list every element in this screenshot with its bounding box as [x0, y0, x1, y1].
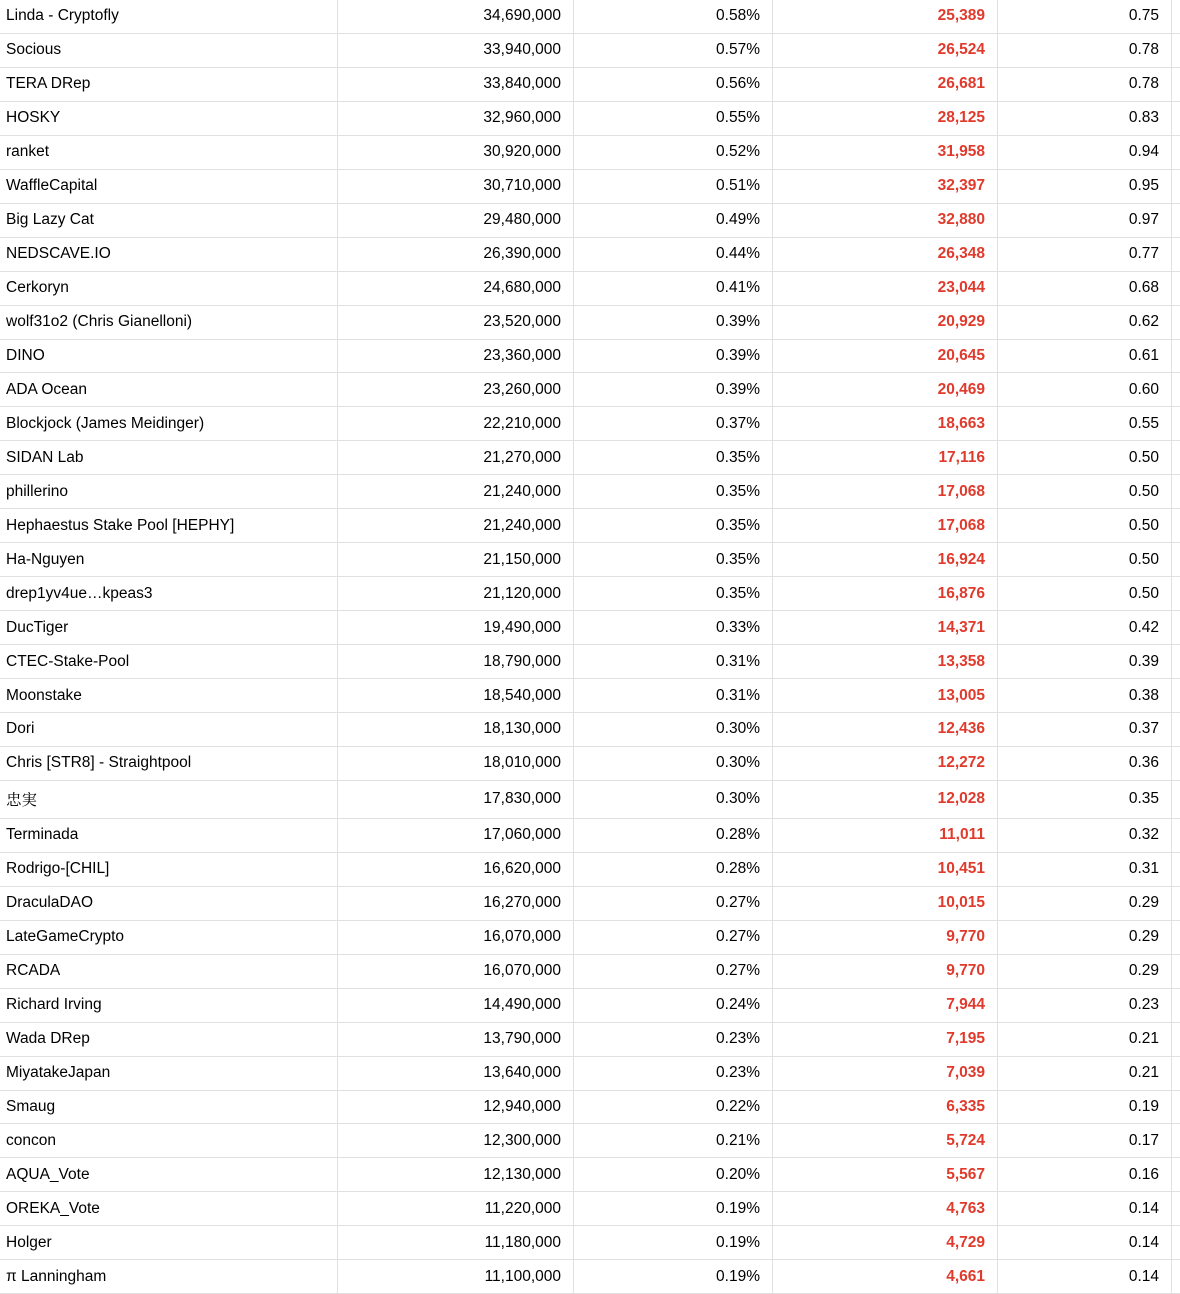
cell-edge-sliver [1172, 136, 1180, 169]
cell-drep-name[interactable]: OREKA_Vote [0, 1192, 338, 1225]
cell-edge-sliver [1172, 1057, 1180, 1090]
table-row [0, 373, 1180, 407]
cell-edge-sliver [1172, 170, 1180, 203]
cell-voting-power[interactable]: 16,270,000 [338, 887, 574, 920]
cell-drep-name[interactable]: Big Lazy Cat [0, 204, 338, 237]
cell-percent-share[interactable]: 0.23% [574, 1023, 773, 1056]
cell-ratio[interactable]: 0.78 [998, 68, 1172, 101]
cell-highlight-value[interactable]: 20,645 [773, 340, 998, 373]
cell-ratio[interactable]: 0.78 [998, 34, 1172, 67]
cell-drep-name[interactable]: Holger [0, 1226, 338, 1259]
cell-ratio[interactable]: 0.95 [998, 170, 1172, 203]
table-row [0, 340, 1180, 374]
cell-highlight-value[interactable]: 12,272 [773, 747, 998, 780]
cell-drep-name[interactable]: Richard Irving [0, 989, 338, 1022]
cell-edge-sliver [1172, 238, 1180, 271]
cell-ratio[interactable]: 0.31 [998, 853, 1172, 886]
cell-percent-share[interactable]: 0.35% [574, 543, 773, 576]
table-row [0, 921, 1180, 955]
cell-edge-sliver [1172, 819, 1180, 852]
table-row [0, 955, 1180, 989]
cell-highlight-value[interactable]: 26,348 [773, 238, 998, 271]
table-row [0, 1091, 1180, 1125]
cell-percent-share[interactable]: 0.23% [574, 1057, 773, 1090]
cell-highlight-value[interactable]: 32,397 [773, 170, 998, 203]
cell-drep-name[interactable]: DINO [0, 340, 338, 373]
cell-highlight-value[interactable]: 9,770 [773, 921, 998, 954]
cell-edge-sliver [1172, 577, 1180, 610]
cell-ratio[interactable]: 0.50 [998, 509, 1172, 542]
cell-percent-share[interactable]: 0.56% [574, 68, 773, 101]
cell-edge-sliver [1172, 611, 1180, 644]
table-row [0, 989, 1180, 1023]
cell-drep-name[interactable]: LateGameCrypto [0, 921, 338, 954]
cell-drep-name[interactable]: WaffleCapital [0, 170, 338, 203]
table-row [0, 1023, 1180, 1057]
cell-highlight-value[interactable]: 10,015 [773, 887, 998, 920]
cell-percent-share[interactable]: 0.37% [574, 407, 773, 440]
cell-percent-share[interactable]: 0.35% [574, 509, 773, 542]
cell-drep-name[interactable]: Terminada [0, 819, 338, 852]
cell-edge-sliver [1172, 34, 1180, 67]
cell-voting-power[interactable]: 23,360,000 [338, 340, 574, 373]
cell-edge-sliver [1172, 955, 1180, 988]
cell-edge-sliver [1172, 853, 1180, 886]
cell-drep-name[interactable]: RCADA [0, 955, 338, 988]
cell-drep-name[interactable]: HOSKY [0, 102, 338, 135]
cell-percent-share[interactable]: 0.39% [574, 306, 773, 339]
table-row [0, 781, 1180, 819]
cell-ratio[interactable]: 0.32 [998, 819, 1172, 852]
cell-percent-share[interactable]: 0.57% [574, 34, 773, 67]
cell-voting-power[interactable]: 21,150,000 [338, 543, 574, 576]
cell-ratio[interactable]: 0.50 [998, 543, 1172, 576]
cell-edge-sliver [1172, 272, 1180, 305]
cell-highlight-value[interactable]: 31,958 [773, 136, 998, 169]
cell-edge-sliver [1172, 1158, 1180, 1191]
cell-voting-power[interactable]: 14,490,000 [338, 989, 574, 1022]
cell-highlight-value[interactable]: 16,924 [773, 543, 998, 576]
cell-voting-power[interactable]: 33,840,000 [338, 68, 574, 101]
cell-drep-name[interactable]: Hephaestus Stake Pool [HEPHY] [0, 509, 338, 542]
cell-edge-sliver [1172, 306, 1180, 339]
table-row [0, 819, 1180, 853]
cell-edge-sliver [1172, 679, 1180, 712]
table-row [0, 272, 1180, 306]
cell-percent-share[interactable]: 0.35% [574, 577, 773, 610]
cell-percent-share[interactable]: 0.19% [574, 1260, 773, 1293]
cell-percent-share[interactable]: 0.27% [574, 921, 773, 954]
cell-highlight-value[interactable]: 12,028 [773, 781, 998, 818]
cell-percent-share[interactable]: 0.35% [574, 475, 773, 508]
cell-voting-power[interactable]: 13,640,000 [338, 1057, 574, 1090]
table-row [0, 543, 1180, 577]
cell-edge-sliver [1172, 102, 1180, 135]
table-row [0, 34, 1180, 68]
cell-drep-name[interactable]: 忠実 [0, 781, 338, 818]
cell-drep-name[interactable]: Ha-Nguyen [0, 543, 338, 576]
cell-highlight-value[interactable]: 18,663 [773, 407, 998, 440]
cell-edge-sliver [1172, 475, 1180, 508]
cell-percent-share[interactable]: 0.24% [574, 989, 773, 1022]
cell-drep-name[interactable]: TERA DRep [0, 68, 338, 101]
cell-edge-sliver [1172, 68, 1180, 101]
cell-voting-power[interactable]: 16,620,000 [338, 853, 574, 886]
cell-drep-name[interactable]: Socious [0, 34, 338, 67]
cell-drep-name[interactable]: wolf31o2 (Chris Gianelloni) [0, 306, 338, 339]
cell-ratio[interactable]: 0.50 [998, 441, 1172, 474]
table-row [0, 407, 1180, 441]
table-row [0, 1124, 1180, 1158]
cell-percent-share[interactable]: 0.31% [574, 679, 773, 712]
cell-voting-power[interactable]: 33,940,000 [338, 34, 574, 67]
table-row [0, 102, 1180, 136]
cell-ratio[interactable]: 0.68 [998, 272, 1172, 305]
cell-edge-sliver [1172, 340, 1180, 373]
cell-percent-share[interactable]: 0.20% [574, 1158, 773, 1191]
cell-voting-power[interactable]: 12,940,000 [338, 1091, 574, 1124]
cell-edge-sliver [1172, 747, 1180, 780]
table-row [0, 853, 1180, 887]
cell-edge-sliver [1172, 1124, 1180, 1157]
cell-percent-share[interactable]: 0.28% [574, 853, 773, 886]
cell-voting-power[interactable]: 18,540,000 [338, 679, 574, 712]
cell-percent-share[interactable]: 0.51% [574, 170, 773, 203]
cell-drep-name[interactable]: Chris [STR8] - Straightpool [0, 747, 338, 780]
cell-ratio[interactable]: 0.23 [998, 989, 1172, 1022]
cell-ratio[interactable]: 0.21 [998, 1023, 1172, 1056]
cell-voting-power[interactable]: 16,070,000 [338, 955, 574, 988]
cell-highlight-value[interactable]: 5,724 [773, 1124, 998, 1157]
table-row [0, 577, 1180, 611]
cell-drep-name[interactable]: Rodrigo-[CHIL] [0, 853, 338, 886]
cell-voting-power[interactable]: 30,710,000 [338, 170, 574, 203]
cell-ratio[interactable]: 0.61 [998, 340, 1172, 373]
cell-edge-sliver [1172, 781, 1180, 818]
cell-ratio[interactable]: 0.17 [998, 1124, 1172, 1157]
cell-percent-share[interactable]: 0.27% [574, 887, 773, 920]
cell-voting-power[interactable]: 21,240,000 [338, 509, 574, 542]
cell-voting-power[interactable]: 19,490,000 [338, 611, 574, 644]
cell-voting-power[interactable]: 21,240,000 [338, 475, 574, 508]
table-row [0, 509, 1180, 543]
cell-voting-power[interactable]: 11,100,000 [338, 1260, 574, 1293]
cell-percent-share[interactable]: 0.30% [574, 747, 773, 780]
cell-edge-sliver [1172, 1091, 1180, 1124]
cell-voting-power[interactable]: 12,130,000 [338, 1158, 574, 1191]
table-row [0, 1057, 1180, 1091]
cell-drep-name[interactable]: drep1yv4ue…kpeas3 [0, 577, 338, 610]
cell-drep-name[interactable]: CTEC-Stake-Pool [0, 645, 338, 678]
cell-edge-sliver [1172, 0, 1180, 33]
cell-percent-share[interactable]: 0.39% [574, 373, 773, 406]
cell-ratio[interactable]: 0.29 [998, 921, 1172, 954]
cell-highlight-value[interactable]: 7,039 [773, 1057, 998, 1090]
cell-ratio[interactable]: 0.14 [998, 1260, 1172, 1293]
cell-highlight-value[interactable]: 11,011 [773, 819, 998, 852]
cell-voting-power[interactable]: 32,960,000 [338, 102, 574, 135]
cell-edge-sliver [1172, 407, 1180, 440]
table-row [0, 0, 1180, 34]
cell-edge-sliver [1172, 509, 1180, 542]
table-row [0, 747, 1180, 781]
table-row [0, 475, 1180, 509]
table-row [0, 611, 1180, 645]
cell-voting-power[interactable]: 30,920,000 [338, 136, 574, 169]
cell-voting-power[interactable]: 18,010,000 [338, 747, 574, 780]
cell-drep-name[interactable]: DraculaDAO [0, 887, 338, 920]
cell-percent-share[interactable]: 0.19% [574, 1226, 773, 1259]
table-row [0, 136, 1180, 170]
cell-highlight-value[interactable]: 14,371 [773, 611, 998, 644]
cell-voting-power[interactable]: 26,390,000 [338, 238, 574, 271]
table-row [0, 238, 1180, 272]
cell-percent-share[interactable]: 0.41% [574, 272, 773, 305]
cell-edge-sliver [1172, 1260, 1180, 1293]
cell-highlight-value[interactable]: 13,005 [773, 679, 998, 712]
table-row [0, 713, 1180, 747]
cell-edge-sliver [1172, 373, 1180, 406]
cell-highlight-value[interactable]: 26,524 [773, 34, 998, 67]
cell-drep-name[interactable]: phillerino [0, 475, 338, 508]
cell-ratio[interactable]: 0.29 [998, 955, 1172, 988]
cell-percent-share[interactable]: 0.22% [574, 1091, 773, 1124]
cell-highlight-value[interactable]: 20,469 [773, 373, 998, 406]
cell-voting-power[interactable]: 11,180,000 [338, 1226, 574, 1259]
cell-highlight-value[interactable]: 12,436 [773, 713, 998, 746]
cell-percent-share[interactable]: 0.49% [574, 204, 773, 237]
cell-ratio[interactable]: 0.29 [998, 887, 1172, 920]
cell-percent-share[interactable]: 0.21% [574, 1124, 773, 1157]
cell-ratio[interactable]: 0.21 [998, 1057, 1172, 1090]
cell-ratio[interactable]: 0.37 [998, 713, 1172, 746]
cell-drep-name[interactable]: Dori [0, 713, 338, 746]
cell-voting-power[interactable]: 18,790,000 [338, 645, 574, 678]
cell-drep-name[interactable]: π Lanningham [0, 1260, 338, 1293]
cell-highlight-value[interactable]: 17,068 [773, 475, 998, 508]
cell-drep-name[interactable]: Moonstake [0, 679, 338, 712]
cell-edge-sliver [1172, 1192, 1180, 1225]
cell-voting-power[interactable]: 17,830,000 [338, 781, 574, 818]
cell-drep-name[interactable]: Wada DRep [0, 1023, 338, 1056]
cell-drep-name[interactable]: concon [0, 1124, 338, 1157]
table-row [0, 645, 1180, 679]
cell-ratio[interactable]: 0.50 [998, 475, 1172, 508]
cell-voting-power[interactable]: 34,690,000 [338, 0, 574, 33]
cell-edge-sliver [1172, 921, 1180, 954]
cell-highlight-value[interactable]: 25,389 [773, 0, 998, 33]
cell-voting-power[interactable]: 16,070,000 [338, 921, 574, 954]
cell-percent-share[interactable]: 0.58% [574, 0, 773, 33]
cell-edge-sliver [1172, 645, 1180, 678]
cell-ratio[interactable]: 0.35 [998, 781, 1172, 818]
cell-highlight-value[interactable]: 9,770 [773, 955, 998, 988]
cell-ratio[interactable]: 0.16 [998, 1158, 1172, 1191]
table-row [0, 441, 1180, 475]
cell-drep-name[interactable]: Blockjock (James Meidinger) [0, 407, 338, 440]
cell-highlight-value[interactable]: 4,763 [773, 1192, 998, 1225]
cell-highlight-value[interactable]: 17,068 [773, 509, 998, 542]
cell-highlight-value[interactable]: 4,729 [773, 1226, 998, 1259]
cell-highlight-value[interactable]: 13,358 [773, 645, 998, 678]
cell-ratio[interactable]: 0.60 [998, 373, 1172, 406]
cell-highlight-value[interactable]: 17,116 [773, 441, 998, 474]
cell-percent-share[interactable]: 0.31% [574, 645, 773, 678]
cell-ratio[interactable]: 0.55 [998, 407, 1172, 440]
cell-ratio[interactable]: 0.36 [998, 747, 1172, 780]
cell-highlight-value[interactable]: 7,195 [773, 1023, 998, 1056]
cell-drep-name[interactable]: Cerkoryn [0, 272, 338, 305]
table-row [0, 1260, 1180, 1294]
cell-voting-power[interactable]: 11,220,000 [338, 1192, 574, 1225]
cell-ratio[interactable]: 0.14 [998, 1226, 1172, 1259]
cell-percent-share[interactable]: 0.27% [574, 955, 773, 988]
cell-drep-name[interactable]: Smaug [0, 1091, 338, 1124]
cell-percent-share[interactable]: 0.35% [574, 441, 773, 474]
cell-drep-name[interactable]: MiyatakeJapan [0, 1057, 338, 1090]
cell-voting-power[interactable]: 18,130,000 [338, 713, 574, 746]
cell-ratio[interactable]: 0.83 [998, 102, 1172, 135]
cell-drep-name[interactable]: ranket [0, 136, 338, 169]
cell-highlight-value[interactable]: 26,681 [773, 68, 998, 101]
cell-drep-name[interactable]: SIDAN Lab [0, 441, 338, 474]
cell-ratio[interactable]: 0.38 [998, 679, 1172, 712]
cell-highlight-value[interactable]: 28,125 [773, 102, 998, 135]
cell-highlight-value[interactable]: 7,944 [773, 989, 998, 1022]
cell-percent-share[interactable]: 0.33% [574, 611, 773, 644]
cell-voting-power[interactable]: 21,270,000 [338, 441, 574, 474]
cell-highlight-value[interactable]: 16,876 [773, 577, 998, 610]
cell-voting-power[interactable]: 23,260,000 [338, 373, 574, 406]
table-row [0, 204, 1180, 238]
cell-ratio[interactable]: 0.42 [998, 611, 1172, 644]
cell-ratio[interactable]: 0.39 [998, 645, 1172, 678]
cell-percent-share[interactable]: 0.19% [574, 1192, 773, 1225]
cell-percent-share[interactable]: 0.30% [574, 781, 773, 818]
cell-edge-sliver [1172, 543, 1180, 576]
cell-edge-sliver [1172, 1023, 1180, 1056]
cell-ratio[interactable]: 0.97 [998, 204, 1172, 237]
cell-highlight-value[interactable]: 10,451 [773, 853, 998, 886]
cell-drep-name[interactable]: AQUA_Vote [0, 1158, 338, 1191]
table-row [0, 679, 1180, 713]
cell-ratio[interactable]: 0.14 [998, 1192, 1172, 1225]
cell-voting-power[interactable]: 12,300,000 [338, 1124, 574, 1157]
cell-ratio[interactable]: 0.77 [998, 238, 1172, 271]
cell-edge-sliver [1172, 204, 1180, 237]
cell-voting-power[interactable]: 24,680,000 [338, 272, 574, 305]
cell-ratio[interactable]: 0.94 [998, 136, 1172, 169]
cell-highlight-value[interactable]: 32,880 [773, 204, 998, 237]
cell-voting-power[interactable]: 29,480,000 [338, 204, 574, 237]
cell-edge-sliver [1172, 441, 1180, 474]
cell-voting-power[interactable]: 22,210,000 [338, 407, 574, 440]
table-row [0, 1158, 1180, 1192]
cell-ratio[interactable]: 0.75 [998, 0, 1172, 33]
cell-percent-share[interactable]: 0.28% [574, 819, 773, 852]
cell-percent-share[interactable]: 0.30% [574, 713, 773, 746]
cell-percent-share[interactable]: 0.44% [574, 238, 773, 271]
cell-drep-name[interactable]: ADA Ocean [0, 373, 338, 406]
cell-highlight-value[interactable]: 4,661 [773, 1260, 998, 1293]
cell-drep-name[interactable]: Linda - Cryptofly [0, 0, 338, 33]
cell-voting-power[interactable]: 17,060,000 [338, 819, 574, 852]
cell-voting-power[interactable]: 23,520,000 [338, 306, 574, 339]
table-row [0, 306, 1180, 340]
table-row [0, 1226, 1180, 1260]
cell-edge-sliver [1172, 1226, 1180, 1259]
cell-highlight-value[interactable]: 23,044 [773, 272, 998, 305]
cell-ratio[interactable]: 0.62 [998, 306, 1172, 339]
cell-voting-power[interactable]: 13,790,000 [338, 1023, 574, 1056]
cell-drep-name[interactable]: NEDSCAVE.IO [0, 238, 338, 271]
table-row [0, 1192, 1180, 1226]
cell-highlight-value[interactable]: 5,567 [773, 1158, 998, 1191]
table-row [0, 887, 1180, 921]
cell-highlight-value[interactable]: 6,335 [773, 1091, 998, 1124]
cell-ratio[interactable]: 0.50 [998, 577, 1172, 610]
cell-edge-sliver [1172, 887, 1180, 920]
table-row [0, 68, 1180, 102]
table-row [0, 170, 1180, 204]
cell-edge-sliver [1172, 713, 1180, 746]
cell-edge-sliver [1172, 989, 1180, 1022]
cell-percent-share[interactable]: 0.55% [574, 102, 773, 135]
cell-highlight-value[interactable]: 20,929 [773, 306, 998, 339]
cell-percent-share[interactable]: 0.52% [574, 136, 773, 169]
cell-drep-name[interactable]: DucTiger [0, 611, 338, 644]
cell-percent-share[interactable]: 0.39% [574, 340, 773, 373]
cell-ratio[interactable]: 0.19 [998, 1091, 1172, 1124]
cell-voting-power[interactable]: 21,120,000 [338, 577, 574, 610]
